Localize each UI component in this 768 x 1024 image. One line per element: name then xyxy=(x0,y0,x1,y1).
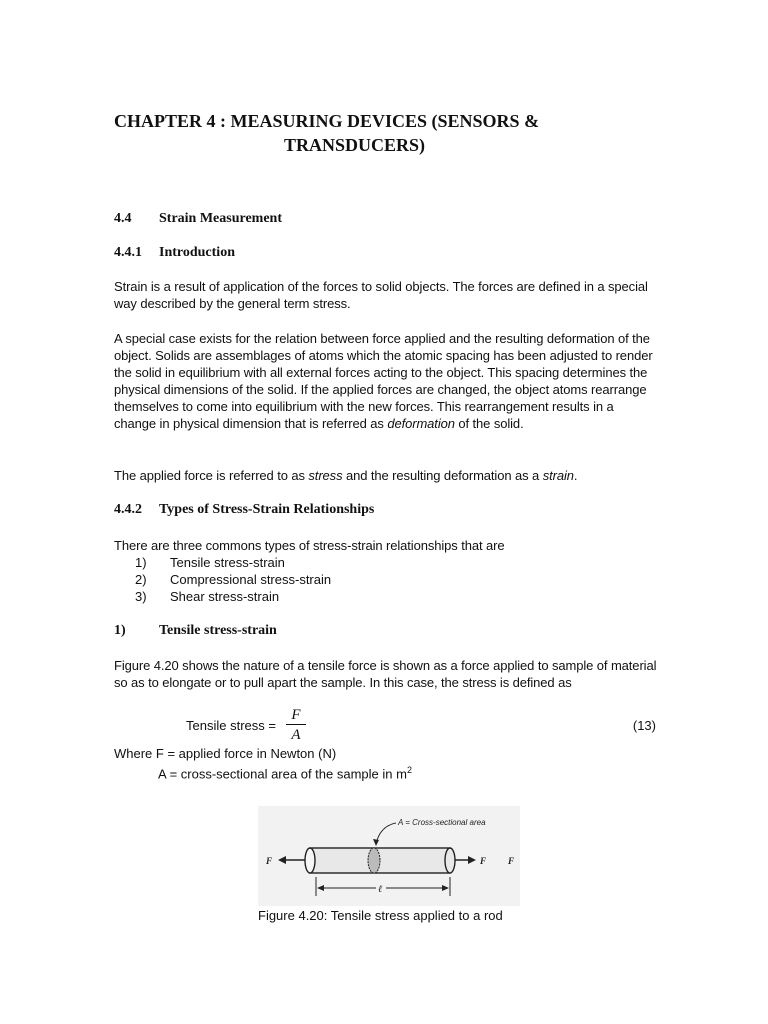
paragraph-stress-strain xyxy=(114,467,659,484)
heading-4-4 xyxy=(114,211,282,227)
term-strain: strain xyxy=(542,468,574,483)
chapter-title-line-2: TRANSDUCERS) xyxy=(284,135,426,155)
heading-tensile xyxy=(114,623,277,639)
list-text: Shear stress-strain xyxy=(170,589,280,604)
area-label: A = Cross-sectional area xyxy=(398,818,486,827)
heading-4-4-1 xyxy=(114,245,235,261)
equation-label: Tensile stress = xyxy=(186,718,276,733)
equation-number: (13) xyxy=(632,718,656,733)
fraction-bar xyxy=(286,724,306,725)
heading-label: Types of Stress-Strain Relationships xyxy=(159,502,375,517)
equation-definitions xyxy=(114,745,412,782)
paragraph-tensile: Figure 4.20 shows the nature of a tensile force is shown as a force applied to sample of material so as to elongate or to pull apart the sample. In this case, the stress is defined as xyxy=(114,658,657,690)
rod-left-end xyxy=(305,848,315,873)
list-item xyxy=(135,554,331,571)
paragraph-deformation-text: A special case exists for the relation between force applied and the resulting deformation of the object. Solids are assemblages of atoms which the atomic spacing has been adjusted to render the solid in equilibrium with all external forces acting to the object. This spacing determines the physical dimensions of the solid. If the applied forces are changed, the object atoms rearrange themselves to come into equilibrium with the new forces. This rearrangement results in a change in physical dimension that is referred as xyxy=(114,331,653,431)
denominator: A xyxy=(291,727,301,743)
rod-right-end xyxy=(445,848,455,873)
paragraph-deformation xyxy=(114,330,659,432)
equation-tensile-stress xyxy=(186,707,656,747)
list-item xyxy=(135,571,331,588)
fraction xyxy=(286,707,306,744)
force-label-right: F xyxy=(480,856,487,866)
paragraph-types-intro: There are three commons types of stress-strain relationships that are xyxy=(114,538,505,553)
list-text: Tensile stress-strain xyxy=(170,555,285,570)
definition-area xyxy=(114,762,412,782)
chapter-title-line-1: CHAPTER 4 : MEASURING DEVICES (SENSORS & xyxy=(114,111,540,131)
superscript: 2 xyxy=(406,765,412,775)
length-label: ℓ xyxy=(378,884,383,895)
list-number: 3) xyxy=(135,589,147,604)
heading-4-4-2 xyxy=(114,502,374,518)
list-number: 2) xyxy=(135,572,147,587)
term-stress: stress xyxy=(308,468,343,483)
numerator: F xyxy=(291,707,301,723)
text-segment: The applied force is referred to as xyxy=(114,468,305,483)
text-segment: . xyxy=(573,468,578,483)
heading-number: 1) xyxy=(114,623,126,638)
figure-caption: Figure 4.20: Tensile stress applied to a rod xyxy=(258,908,503,923)
heading-number: 4.4 xyxy=(114,211,132,226)
cross-section xyxy=(368,848,380,873)
heading-label: Strain Measurement xyxy=(159,211,282,226)
list-item xyxy=(135,588,331,605)
term-deformation: deformation xyxy=(387,416,455,431)
heading-label: Introduction xyxy=(159,245,235,260)
types-list xyxy=(135,554,331,605)
heading-number: 4.4.2 xyxy=(114,502,142,517)
tensile-rod-figure xyxy=(258,806,520,906)
chapter-title xyxy=(114,109,674,157)
list-number: 1) xyxy=(135,555,147,570)
force-label-left: F xyxy=(266,856,273,866)
list-text: Compressional stress-strain xyxy=(170,572,332,587)
heading-number: 4.4.1 xyxy=(114,245,142,260)
definition-force: Where F = applied force in Newton (N) xyxy=(114,746,337,761)
text-segment: and the resulting deformation as a xyxy=(346,468,540,483)
definition-area-text: A = cross-sectional area of the sample in m xyxy=(158,766,407,782)
heading-label: Tensile stress-strain xyxy=(159,623,277,638)
paragraph-deformation-end: of the solid. xyxy=(458,416,524,431)
force-label-far: F xyxy=(508,856,515,866)
paragraph-strain-definition: Strain is a result of application of the forces to solid objects. The forces are defined in a special way described by the general term stress. xyxy=(114,279,648,311)
